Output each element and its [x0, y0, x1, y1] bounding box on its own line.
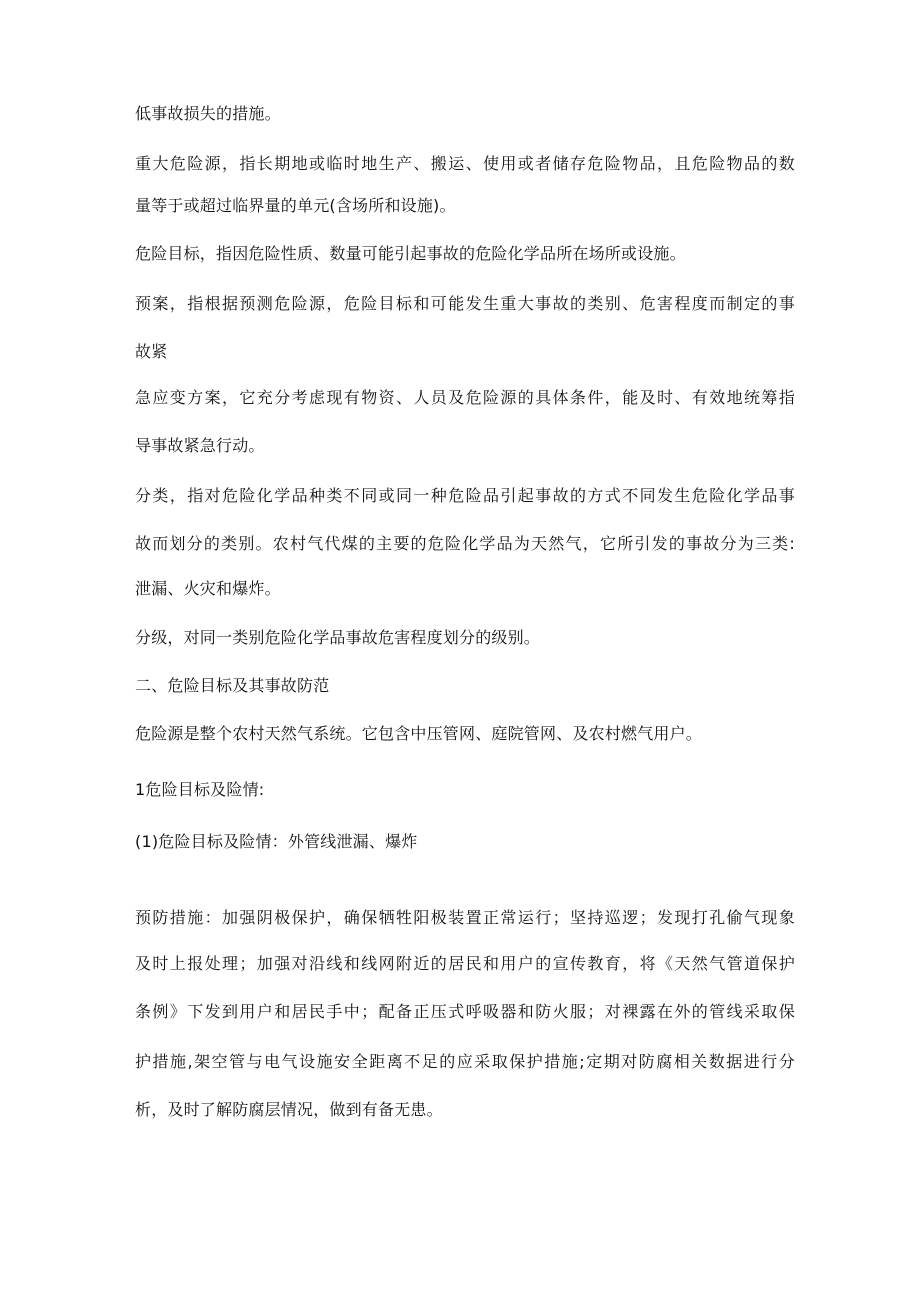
text-line: 重大危险源，指长期地或临时地生产、搬运、使用或者储存危险物品，且危险物品的数 [135, 154, 795, 173]
text-line: 低事故损失的措施。 [135, 104, 281, 123]
text-line: 条例》下发到用户和居民手中；配备正压式呼吸器和防火服；对裸露在外的管线采取保 [135, 1002, 795, 1021]
text-line: 急应变方案，它充分考虑现有物资、人员及危险源的具体条件，能及时、有效地统筹指 [135, 388, 795, 407]
text-line: 量等于或超过临界量的单元(含场所和设施)。 [135, 196, 456, 215]
text-line: 分类，指对危险化学品种类不同或同一种危险品引起事故的方式不同发生危险化学品事 [135, 486, 795, 505]
text-line: 危险目标，指因危险性质、数量可能引起事故的危险化学品所在场所或设施。 [135, 244, 686, 263]
text-line: 故紧 [135, 342, 168, 361]
text-line: 导事故紧急行动。 [135, 436, 265, 455]
section-heading: 二、危险目标及其事故防范 [135, 676, 330, 695]
text-line: 分级，对同一类别危险化学品事故危害程度划分的级别。 [135, 628, 541, 647]
text-line: 泄漏、火灾和爆炸。 [135, 579, 281, 598]
text-line: 及时上报处理；加强对沿线和线网附近的居民和用户的宣传教育，将《天然气管道保护 [135, 954, 795, 973]
text-line: 预案，指根据预测危险源，危险目标和可能发生重大事故的类别、危害程度而制定的事 [135, 294, 795, 313]
subsection-heading: 1危险目标及险情: [135, 780, 265, 799]
text-line: 危险源是整个农村天然气系统。它包含中压管网、庭院管网、及农村燃气用户。 [135, 724, 703, 743]
subsection-heading: (1)危险目标及险情：外管线泄漏、爆炸 [135, 832, 418, 851]
text-line: 故而划分的类别。农村气代煤的主要的危险化学品为天然气，它所引发的事故分为三类: [135, 534, 795, 553]
text-line: 护措施,架空管与电气设施安全距离不足的应采取保护措施;定期对防腐相关数据进行分 [135, 1052, 795, 1071]
text-line: 析，及时了解防腐层情况，做到有备无患。 [135, 1100, 443, 1119]
text-line: 预防措施：加强阴极保护，确保牺牲阳极装置正常运行；坚持巡逻；发现打孔偷气现象 [135, 908, 795, 927]
